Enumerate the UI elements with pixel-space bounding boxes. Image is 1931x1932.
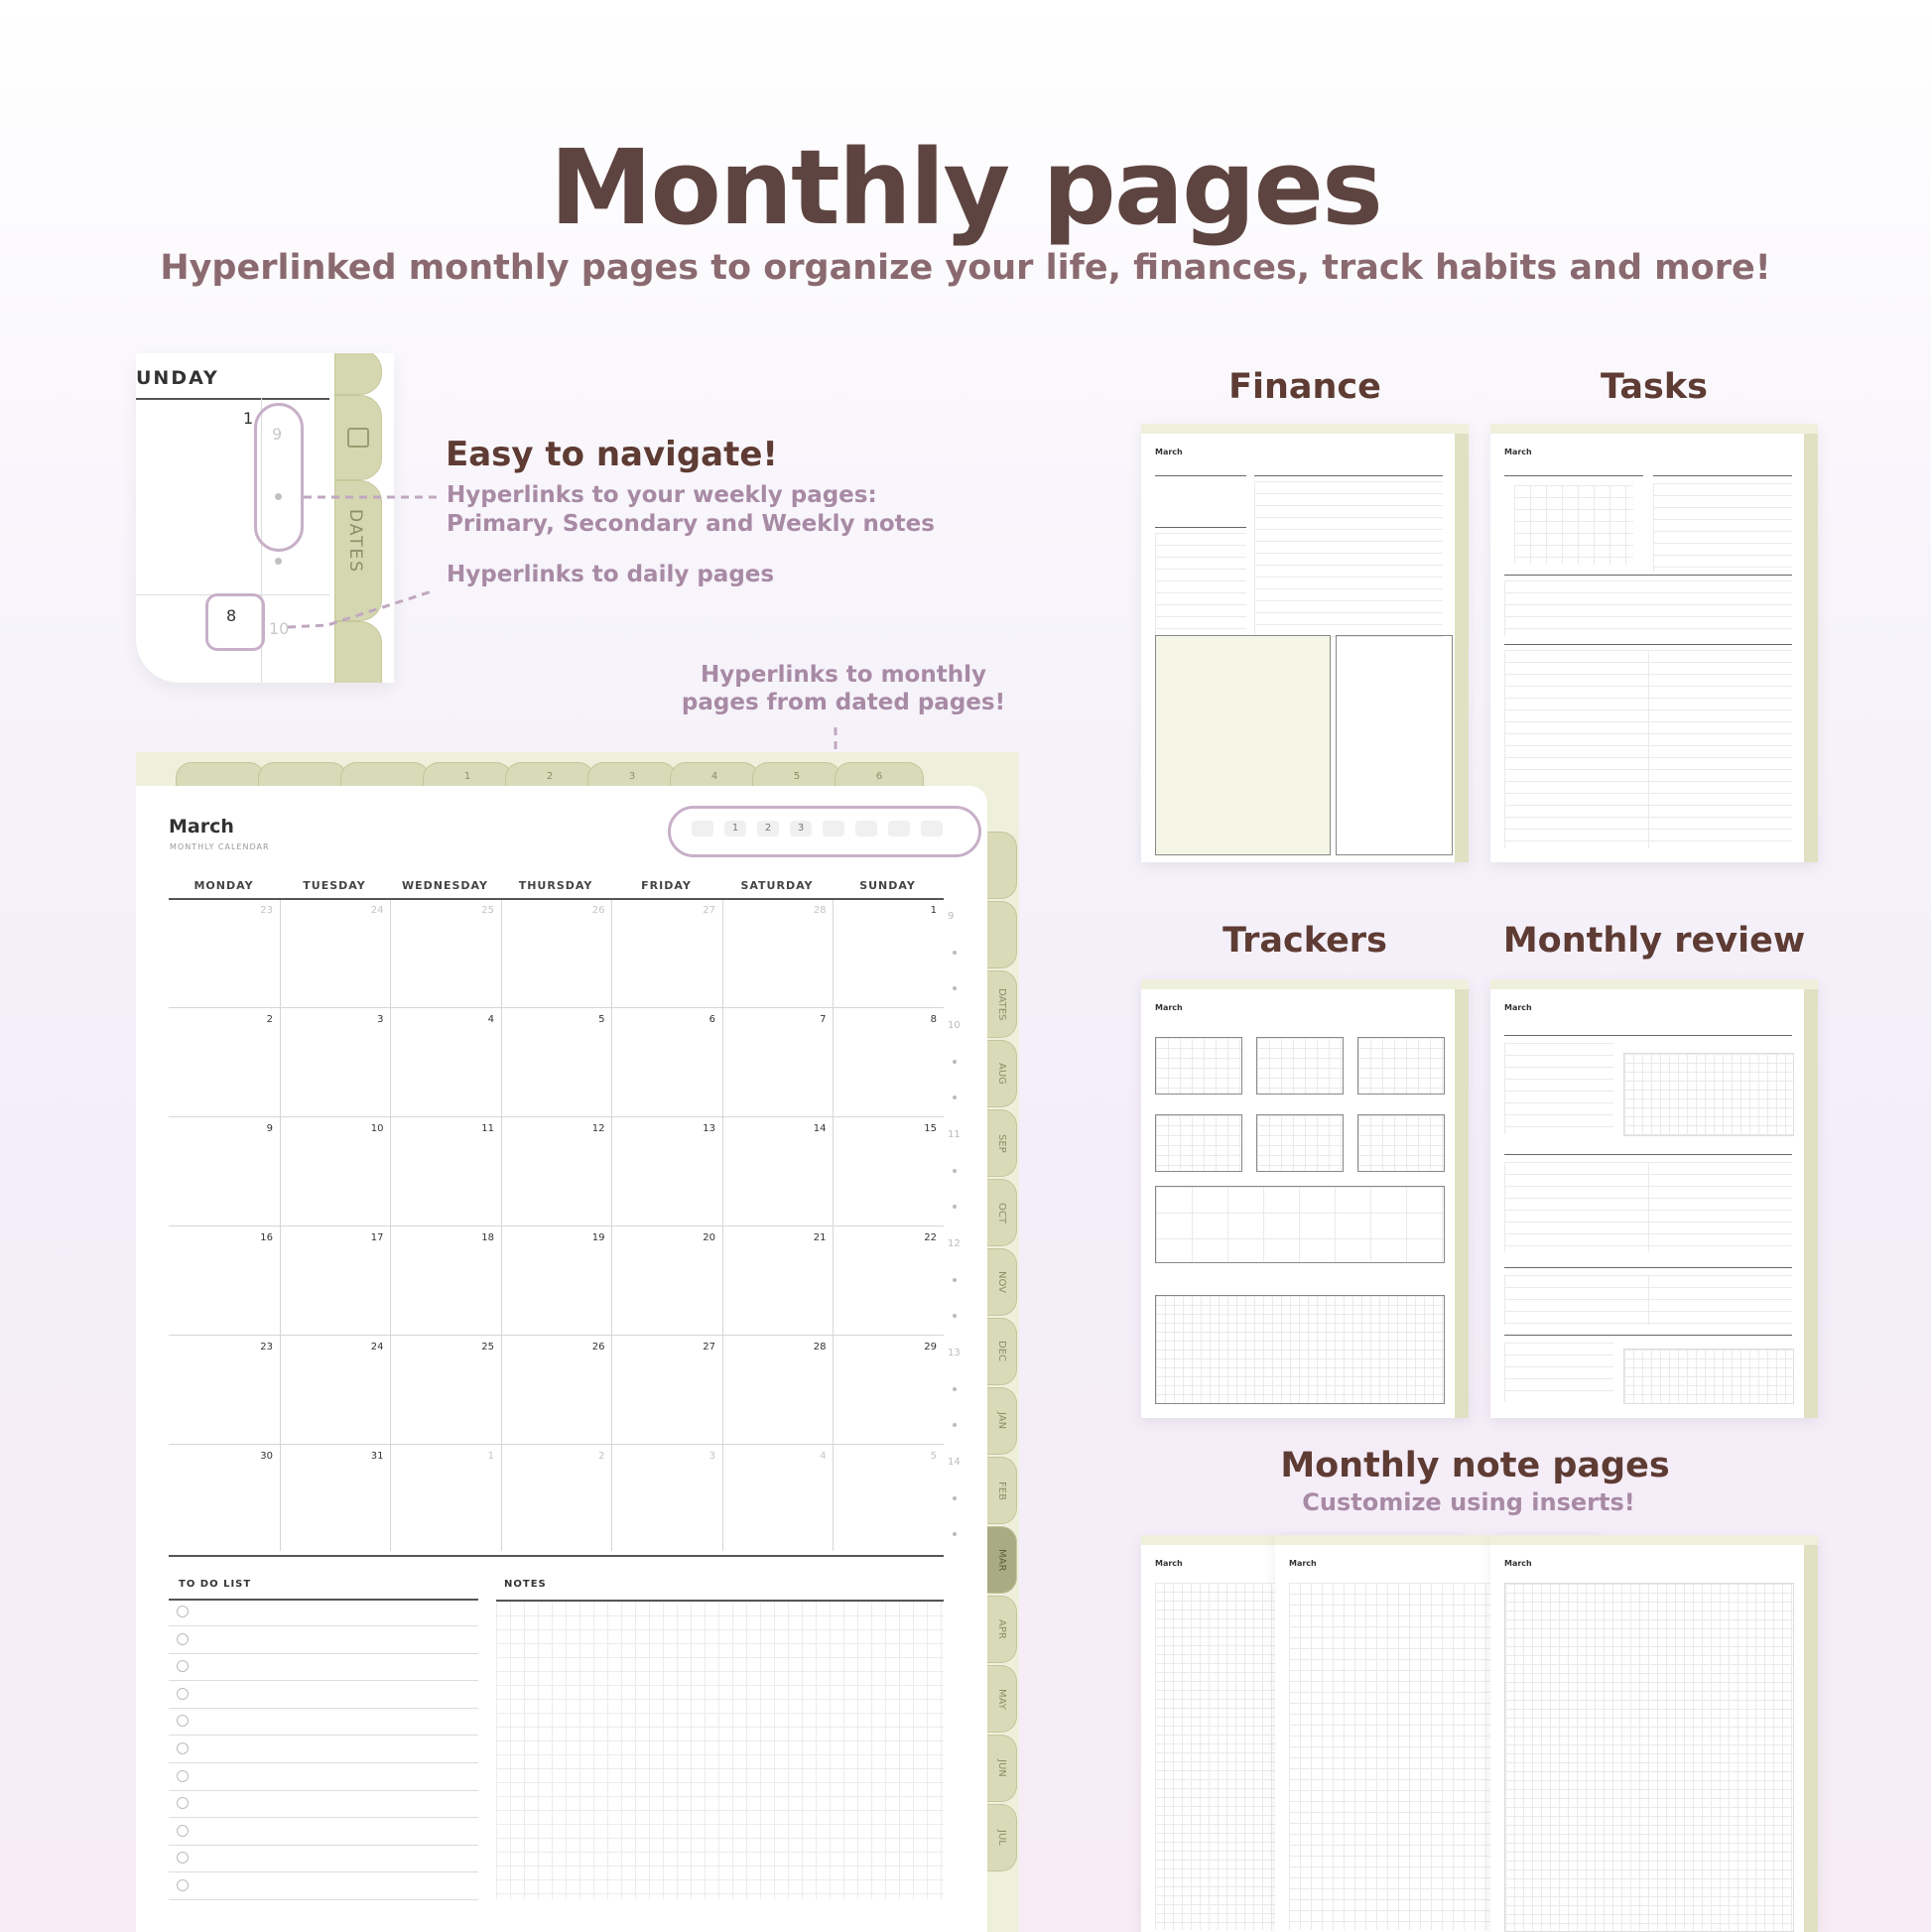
zoom-day-header: UNDAY <box>136 367 219 389</box>
zoom-week-10: 10 <box>269 619 290 638</box>
todo-checkbox[interactable] <box>177 1879 189 1891</box>
calendar-day-cell[interactable]: 9 <box>266 1123 273 1134</box>
side-tab-icon-1[interactable] <box>984 901 1017 968</box>
icon-bar-button-2[interactable]: 1 <box>724 821 746 837</box>
todo-line <box>169 1790 478 1791</box>
todo-line <box>169 1735 478 1736</box>
calendar-day-cell[interactable]: 24 <box>370 1342 384 1352</box>
side-tab-dec[interactable]: DEC <box>984 1318 1017 1385</box>
calendar-day-cell[interactable]: 19 <box>591 1232 605 1243</box>
week-link-dot[interactable] <box>953 1423 957 1427</box>
calendar-day-cell[interactable]: 1 <box>487 1451 494 1462</box>
top-tab-7[interactable]: 4 <box>670 762 759 793</box>
week-link-dot[interactable] <box>953 986 957 990</box>
calendar-day-cell[interactable]: 7 <box>820 1014 827 1025</box>
todo-checkbox[interactable] <box>177 1688 189 1700</box>
notes-pages-subheading: Customize using inserts! <box>1302 1488 1635 1516</box>
callout-connectors <box>288 476 447 635</box>
todo-checkbox[interactable] <box>177 1742 189 1754</box>
grid-hline <box>169 1335 944 1336</box>
week-link-dot[interactable] <box>953 1387 957 1391</box>
calendar-day-cell[interactable]: 23 <box>260 1342 273 1352</box>
calendar-day-cell[interactable]: 25 <box>481 905 494 916</box>
week-number-link[interactable]: 10 <box>948 1020 961 1031</box>
tasks-thumbnail[interactable] <box>1490 424 1818 862</box>
calendar-day-cell[interactable]: 5 <box>930 1451 937 1462</box>
week-link-dot[interactable] <box>953 1169 957 1173</box>
calendar-day-cell[interactable]: 5 <box>598 1014 605 1025</box>
todo-line <box>169 1653 478 1654</box>
week-number-link[interactable]: 13 <box>948 1348 961 1358</box>
calendar-day-cell[interactable]: 27 <box>703 1342 715 1352</box>
top-tab-8[interactable]: 5 <box>752 762 841 793</box>
weekly-callout-line1: Hyperlinks to your weekly pages: <box>447 482 877 508</box>
top-tab-6[interactable]: 3 <box>587 762 677 793</box>
notes-pages-heading: Monthly note pages <box>1280 1446 1670 1485</box>
top-tab-9[interactable]: 6 <box>835 762 924 793</box>
side-tab-apr[interactable]: APR <box>984 1596 1017 1663</box>
side-tab-jul[interactable]: JUL <box>984 1804 1017 1871</box>
todo-divider <box>169 1599 478 1601</box>
calendar-day-cell[interactable]: 4 <box>487 1014 494 1025</box>
calendar-day-cell[interactable]: 14 <box>813 1123 827 1134</box>
review-heading: Monthly review <box>1502 921 1806 961</box>
zoom-date-1: 1 <box>243 409 254 428</box>
day-header-sunday: SUNDAY <box>859 879 916 892</box>
calendar-day-cell[interactable]: 2 <box>598 1451 605 1462</box>
side-tab-mar[interactable]: MAR <box>984 1526 1017 1594</box>
weekly-callout-line2: Primary, Secondary and Weekly notes <box>447 511 935 537</box>
todo-checkbox[interactable] <box>177 1825 189 1837</box>
week-number-link[interactable]: 12 <box>948 1238 961 1249</box>
calendar-day-cell[interactable]: 17 <box>370 1232 384 1243</box>
todo-line <box>169 1871 478 1872</box>
week-link-dot[interactable] <box>953 1496 957 1500</box>
trackers-heading: Trackers <box>1223 921 1387 961</box>
side-tab-nov[interactable]: NOV <box>984 1248 1017 1316</box>
day-header-monday: MONDAY <box>193 879 254 892</box>
thumb-month: March <box>1504 1003 1532 1012</box>
todo-line <box>169 1708 478 1709</box>
zoom-tab-label: DATES <box>345 509 365 575</box>
day-header-wednesday: WEDNESDAY <box>402 879 488 892</box>
todo-checkbox[interactable] <box>177 1606 189 1617</box>
calendar-icon <box>347 428 369 448</box>
page-subtitle: Hyperlinked monthly pages to organize your life, finances, track habits and more! <box>160 248 1771 288</box>
week-link-dot[interactable] <box>953 1095 957 1099</box>
finance-thumbnail[interactable] <box>1141 424 1469 862</box>
notes-grid[interactable] <box>496 1600 944 1899</box>
calendar-day-cell[interactable]: 21 <box>813 1232 827 1243</box>
todo-line <box>169 1762 478 1763</box>
calendar-day-cell[interactable]: 12 <box>591 1123 605 1134</box>
side-tab-aug[interactable]: AUG <box>984 1040 1017 1107</box>
trackers-thumbnail[interactable] <box>1141 979 1469 1418</box>
monthly-callout-line1: Hyperlinks to monthly <box>701 662 986 688</box>
nav-callout-title: Easy to navigate! <box>446 435 778 474</box>
calendar-day-cell[interactable]: 28 <box>813 905 827 916</box>
week-link-dot[interactable] <box>953 1532 957 1536</box>
grid-hline <box>169 1225 944 1226</box>
calendar-day-cell[interactable]: 16 <box>260 1232 273 1243</box>
top-tab-5[interactable]: 2 <box>505 762 594 793</box>
grid-hline <box>169 1116 944 1117</box>
zoom-dot <box>275 493 282 500</box>
icon-bar-button-6[interactable] <box>855 821 877 837</box>
calendar-day-cell[interactable]: 2 <box>266 1014 273 1025</box>
calendar-day-cell[interactable]: 29 <box>924 1342 937 1352</box>
calendar-day-cell[interactable]: 13 <box>703 1123 715 1134</box>
zoom-tab-calendar <box>334 395 382 480</box>
side-tab-dates[interactable]: DATES <box>984 970 1017 1038</box>
week-number-link[interactable]: 9 <box>948 911 955 922</box>
icon-bar-button-8[interactable] <box>921 821 943 837</box>
calendar-day-cell[interactable]: 6 <box>708 1014 715 1025</box>
icon-bar-button-7[interactable] <box>888 821 910 837</box>
calendar-day-cell[interactable]: 31 <box>370 1451 384 1462</box>
calendar-day-cell[interactable]: 20 <box>703 1232 715 1243</box>
calendar-day-cell[interactable]: 27 <box>703 905 715 916</box>
thumb-month: March <box>1155 1559 1183 1568</box>
calendar-day-cell[interactable]: 4 <box>820 1451 827 1462</box>
thumb-month: March <box>1289 1559 1317 1568</box>
side-tab-jun[interactable]: JUN <box>984 1735 1017 1802</box>
calendar-day-cell[interactable]: 26 <box>591 1342 605 1352</box>
monthly-callout-line2: pages from dated pages! <box>681 690 1006 715</box>
todo-line <box>169 1845 478 1846</box>
calendar-day-cell[interactable]: 25 <box>481 1342 494 1352</box>
todo-checkbox[interactable] <box>177 1633 189 1645</box>
week-link-dot[interactable] <box>953 1314 957 1318</box>
zoom-divider <box>136 398 329 400</box>
calendar-day-cell[interactable]: 26 <box>591 905 605 916</box>
top-tab-4[interactable]: 1 <box>423 762 512 793</box>
todo-line <box>169 1817 478 1818</box>
side-tab-icon-0[interactable] <box>984 832 1017 899</box>
todo-label: TO DO LIST <box>179 1579 252 1590</box>
todo-line <box>169 1899 478 1900</box>
week-number-link[interactable]: 14 <box>948 1457 961 1468</box>
notes-label: NOTES <box>504 1579 547 1590</box>
calendar-day-cell[interactable]: 23 <box>260 905 273 916</box>
side-tab-jan[interactable]: JAN <box>984 1387 1017 1455</box>
zoom-tab <box>334 353 382 395</box>
thumb-month: March <box>1504 448 1532 456</box>
icon-bar-button-5[interactable] <box>823 821 844 837</box>
todo-line <box>169 1625 478 1626</box>
note-page-thumbnail[interactable] <box>1490 1535 1818 1932</box>
zoom-week-9: 9 <box>272 425 283 444</box>
day-header-tuesday: TUESDAY <box>303 879 366 892</box>
calendar-day-cell[interactable]: 18 <box>481 1232 494 1243</box>
day-header-saturday: SATURDAY <box>740 879 814 892</box>
side-tab-sep[interactable]: SEP <box>984 1109 1017 1177</box>
icon-bar-button-4[interactable]: 3 <box>790 821 812 837</box>
todo-checkbox[interactable] <box>177 1770 189 1782</box>
tasks-heading: Tasks <box>1601 367 1708 407</box>
calendar-subtitle: MONTHLY CALENDAR <box>170 842 270 851</box>
calendar-month-title: March <box>169 816 234 837</box>
thumb-month: March <box>1155 1003 1183 1012</box>
calendar-day-cell[interactable]: 8 <box>930 1014 937 1025</box>
calendar-day-cell[interactable]: 24 <box>370 905 384 916</box>
calendar-day-cell[interactable]: 3 <box>708 1451 715 1462</box>
calendar-day-cell[interactable]: 11 <box>481 1123 494 1134</box>
grid-hline <box>169 1007 944 1008</box>
icon-bar-button-1[interactable] <box>692 821 713 837</box>
daily-callout: Hyperlinks to daily pages <box>447 562 775 587</box>
week-link-dot[interactable] <box>953 951 957 955</box>
side-tab-feb[interactable]: FEB <box>984 1457 1017 1524</box>
calendar-day-cell[interactable]: 3 <box>377 1014 384 1025</box>
calendar-day-cell[interactable]: 1 <box>930 905 937 916</box>
calendar-day-cell[interactable]: 28 <box>813 1342 827 1352</box>
grid-hline <box>169 1444 944 1445</box>
calendar-day-cell[interactable]: 10 <box>370 1123 384 1134</box>
day-header-thursday: THURSDAY <box>518 879 593 892</box>
review-thumbnail[interactable] <box>1490 979 1818 1418</box>
zoom-dot <box>275 558 282 565</box>
week-link-dot[interactable] <box>953 1278 957 1282</box>
calendar-day-cell[interactable]: 30 <box>260 1451 273 1462</box>
week-link-dot[interactable] <box>953 1205 957 1209</box>
week-number-link[interactable]: 11 <box>948 1129 961 1140</box>
icon-bar-button-3[interactable]: 2 <box>757 821 779 837</box>
calendar-day-cell[interactable]: 22 <box>924 1232 937 1243</box>
week-link-dot[interactable] <box>953 1060 957 1064</box>
zoom-date-8: 8 <box>226 606 237 625</box>
thumb-month: March <box>1155 448 1183 456</box>
day-header-friday: FRIDAY <box>641 879 692 892</box>
side-tab-may[interactable]: MAY <box>984 1665 1017 1733</box>
finance-heading: Finance <box>1228 367 1381 407</box>
page-title: Monthly pages <box>550 127 1381 248</box>
side-tab-oct[interactable]: OCT <box>984 1179 1017 1246</box>
thumb-month: March <box>1504 1559 1532 1568</box>
calendar-day-cell[interactable]: 15 <box>924 1123 937 1134</box>
todo-line <box>169 1680 478 1681</box>
